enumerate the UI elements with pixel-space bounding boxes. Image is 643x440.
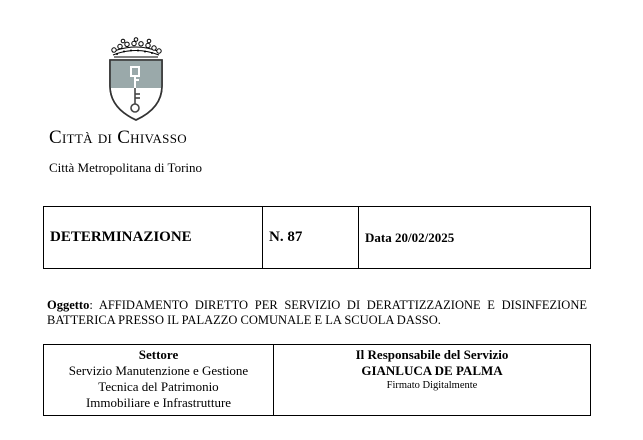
city-name: Città di Chivasso — [49, 127, 187, 148]
digital-signature-note: Firmato Digitalmente — [386, 380, 478, 391]
manager-cell — [274, 345, 591, 416]
determination-number: N. 87 — [263, 207, 359, 269]
determination-header-table — [43, 206, 591, 269]
subject-paragraph — [47, 298, 587, 328]
determination-type: DETERMINAZIONE — [44, 207, 263, 269]
sector-line: Servizio Manutenzione e Gestione — [68, 363, 249, 378]
coat-of-arms-icon — [102, 36, 170, 122]
sector-line: Immobiliare e Infrastrutture — [85, 395, 232, 410]
determination-date: Data 20/02/2025 — [359, 207, 591, 269]
subject-separator: : — [89, 298, 93, 312]
sector-cell — [44, 345, 274, 416]
sector-line: Tecnica del Patrimonio — [98, 379, 219, 394]
manager-heading: Il Responsabile del Servizio — [355, 347, 509, 362]
city-coat-of-arms-logo — [102, 36, 170, 122]
signature-table — [43, 344, 591, 416]
city-subtitle: Città Metropolitana di Torino — [49, 160, 203, 175]
manager-name: GIANLUCA DE PALMA — [361, 363, 503, 378]
subject-text: AFFIDAMENTO DIRETTO PER SERVIZIO DI DERATTIZZAZIONE E DISINFEZIONE BATTERICA PRESSO IL PALAZZO COMUNALE E LA SCUOLA DASSO. — [47, 298, 588, 327]
subject-label: Oggetto — [47, 298, 90, 312]
sector-heading: Settore — [138, 347, 179, 362]
